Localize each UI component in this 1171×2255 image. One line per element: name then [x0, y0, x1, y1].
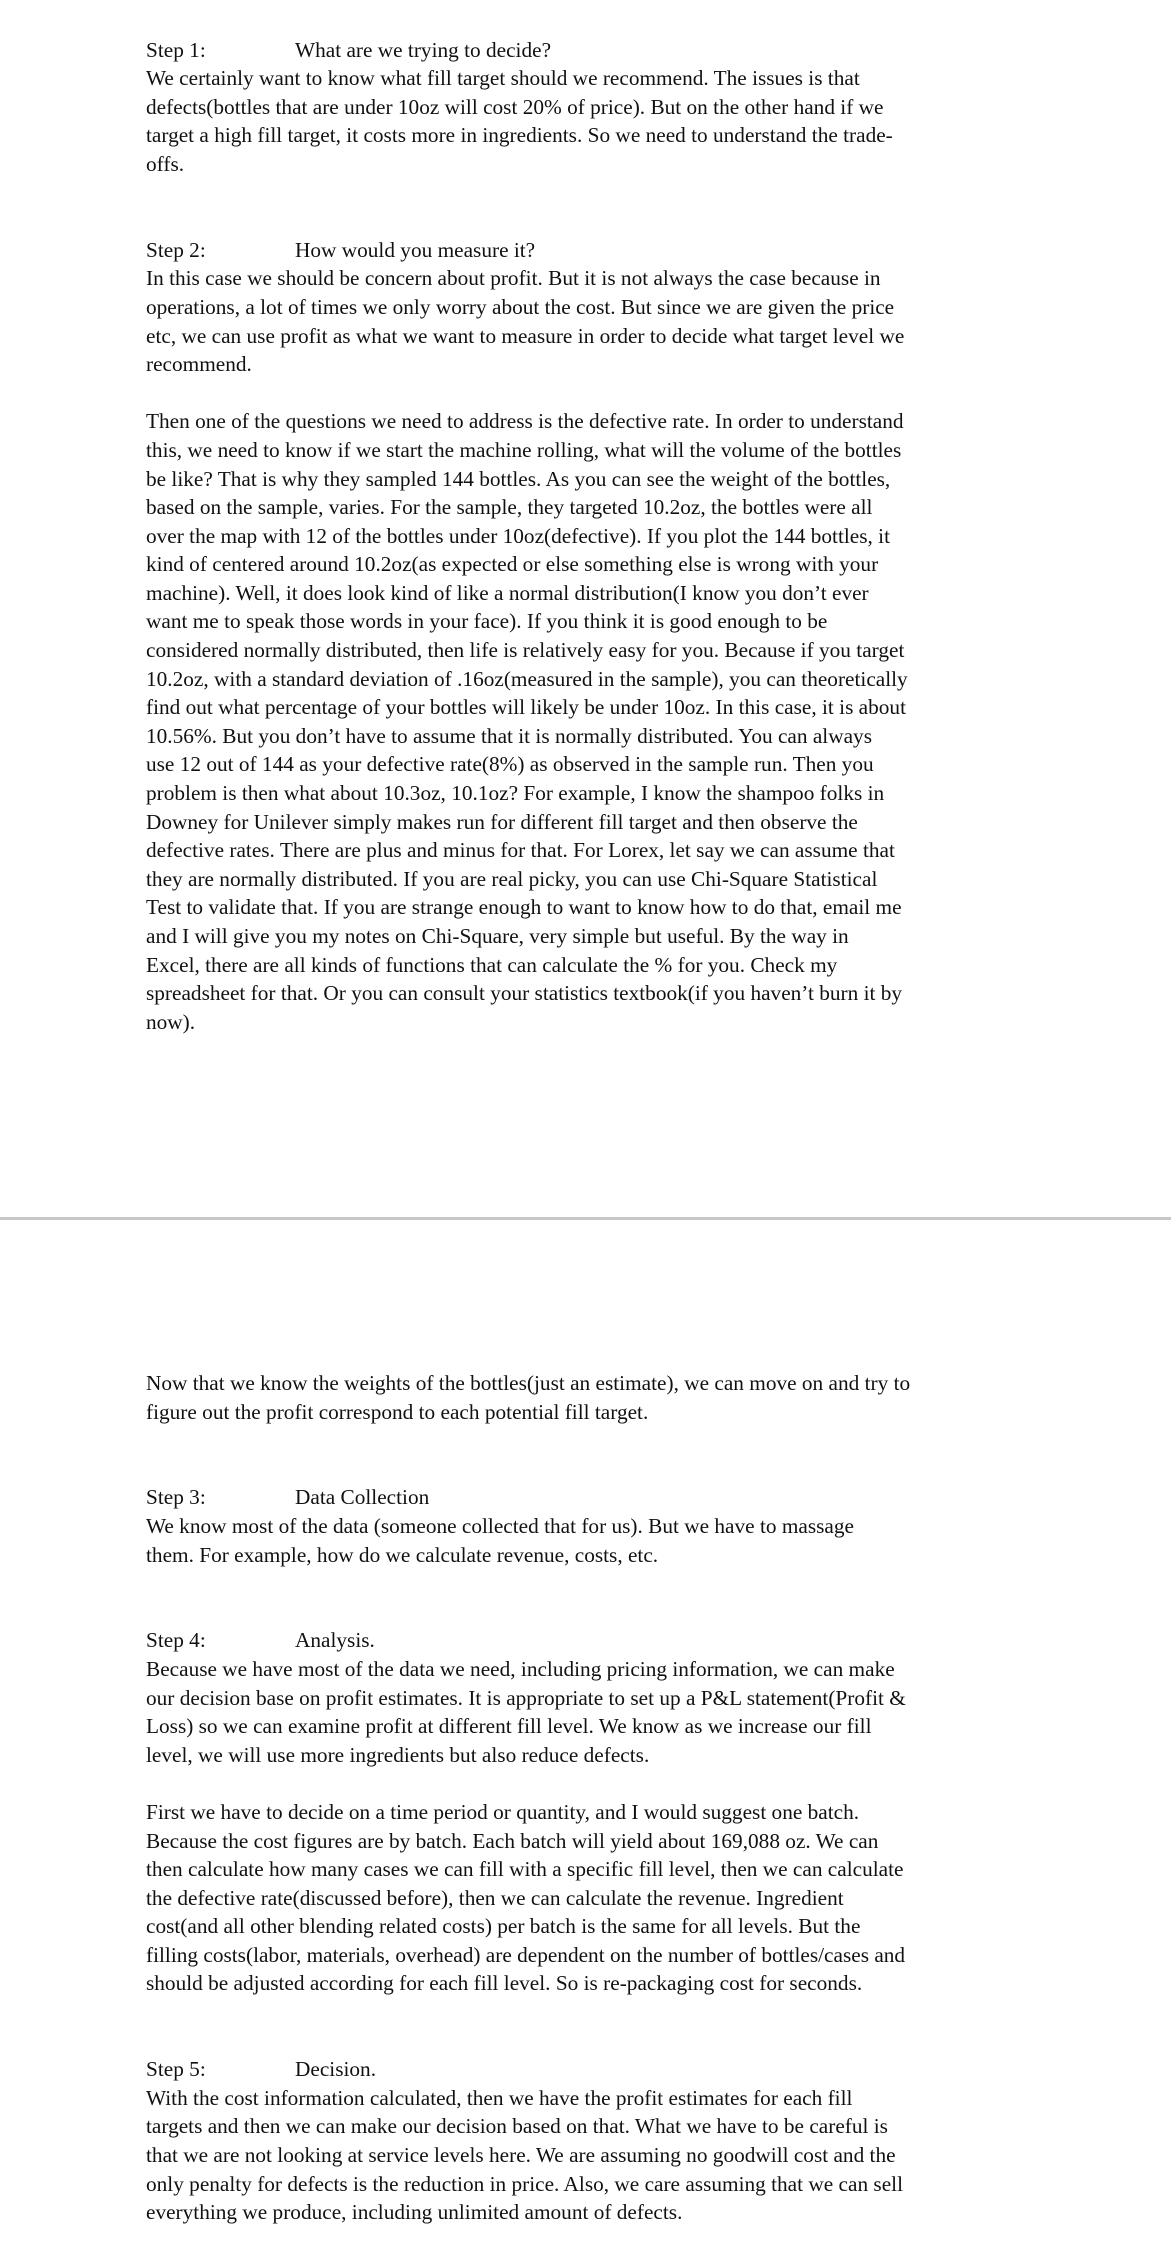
step-1-label: Step 1: — [146, 37, 206, 62]
step-4-heading — [146, 1626, 1050, 1655]
step-4-label: Step 4: — [146, 1628, 206, 1653]
step-3-body: We know most of the data (someone collected that for us). But we have to massage them. For example, how do we calculate revenue, costs, etc. — [146, 1513, 854, 1567]
step-2-heading — [146, 236, 1050, 265]
step-3-section — [146, 1455, 1050, 1569]
step-2-title: How would you measure it? — [295, 237, 536, 262]
step-4-body: Because we have most of the data we need, including pricing information, we can make our decision base on profit estimates. It is appropriate to set up a P&L statement(Profit & Loss) so we can examine profit at different fill level. We know as we increase our fill level, we will use more ingredients but also reduce defects. — [146, 1656, 906, 1767]
step-1-title: What are we trying to decide? — [295, 37, 552, 62]
step-5-body: With the cost information calculated, then we have the profit estimates for each fill targets and then we can make our decision based on that. What we have to be careful is that we are not looking at service levels here. We are assuming no goodwill cost and the only penalty for defects is the reduction in price. Also, we care assuming that we can sell everything we produce, including unlimited amount of defects. — [146, 2085, 903, 2225]
step-5-label: Step 5: — [146, 2057, 206, 2082]
step-1-body: We certainly want to know what fill target should we recommend. The issues is that defects(bottles that are under 10oz will cost 20% of price). But on the other hand if we target a high fill target, it costs more in ingredients. So we need to understand the trade- offs. — [146, 66, 893, 176]
step-4-title: Analysis. — [295, 1628, 375, 1653]
step-5-section — [146, 2027, 1050, 2227]
step-2-section — [146, 207, 1050, 379]
page-2-content — [146, 1369, 1050, 2255]
step-2-label: Step 2: — [146, 237, 206, 262]
page-break-divider — [0, 1217, 1171, 1220]
page-1-content — [146, 7, 1050, 1065]
document-page-2 — [0, 1221, 1171, 2225]
step-1-section — [146, 7, 1050, 179]
step-3-title: Data Collection — [295, 1485, 430, 1510]
step-4-section — [146, 1598, 1050, 1770]
step-5-title: Decision. — [295, 2057, 377, 2082]
step-5-heading — [146, 2055, 1050, 2084]
step-3-heading — [146, 1483, 1050, 1512]
intro-paragraph: Now that we know the weights of the bottles(just an estimate), we can move on and try to figure out the profit correspond to each potential fill target. — [146, 1371, 911, 1424]
step-1-heading — [146, 36, 1050, 65]
step-3-label: Step 3: — [146, 1485, 206, 1510]
step-2-body: In this case we should be concern about profit. But it is not always the case because in operations, a lot of times we only worry about the cost. But since we are given the price etc, we can use profit as what we want to measure in order to decide what target level we recommend. — [146, 266, 905, 377]
defective-rate-paragraph: Then one of the questions we need to address is the defective rate. In order to understand this, we need to know if we start the machine rolling, what will the volume of the bottles be like? That is why they sampled 144 bottles. As you can see the weight of the bottles, based on the sample, varies. For the sample, they targeted 10.2oz, the bottles were all over the map with 12 of the bottles under 10oz(defective). If you plot the 144 bottles, it kind of centered around 10.2oz(as expected or else something else is wrong with your machine). Well, it does look kind of like a normal distribution(I know you don’t ever want me to speak those words in your face). If you think it is good enough to be considered normally distributed, then life is relatively easy for you. Because if you target 10.2oz, with a standard deviation of .16oz(measured in the sample), you can theoretically find out what percentage of your bottles will likely be under 10oz. In this case, it is about 10.56%. But you don’t have to assume that it is normally distributed. You can always use 12 out of 144 as your defective rate(8%) as observed in the sample run. Then you problem is then what about 10.3oz, 10.1oz? For example, I know the shampoo folks in Downey for Unilever simply makes run for different fill target and then observe the defective rates. There are plus and minus for that. For Lorex, let say we can assume that they are normally distributed. If you are real picky, you can use Chi-Square Statistical Test to validate that. If you are strange enough to want to know how to do that, email me and I will give you my notes on Chi-Square, very simple but useful. By the way in Excel, there are all kinds of functions that can calculate the % for you. Check my spreadsheet for that. Or you can consult your statistics textbook(if you haven’t burn it by now). — [146, 409, 908, 1034]
batch-paragraph: First we have to decide on a time period or quantity, and I would suggest one batch. Because the cost figures are by batch. Each batch will yield about 169,088 oz. We can then calculate how many cases we can fill with a specific fill level, then we can calculate the defective rate(discussed before), then we can calculate the revenue. Ingredient cost(and all other blending related costs) per batch is the same for all levels. But the filling costs(labor, materials, overhead) are dependent on the number of bottles/cases and should be adjusted according for each fill level. So is re-packaging cost for seconds. — [146, 1799, 906, 1996]
